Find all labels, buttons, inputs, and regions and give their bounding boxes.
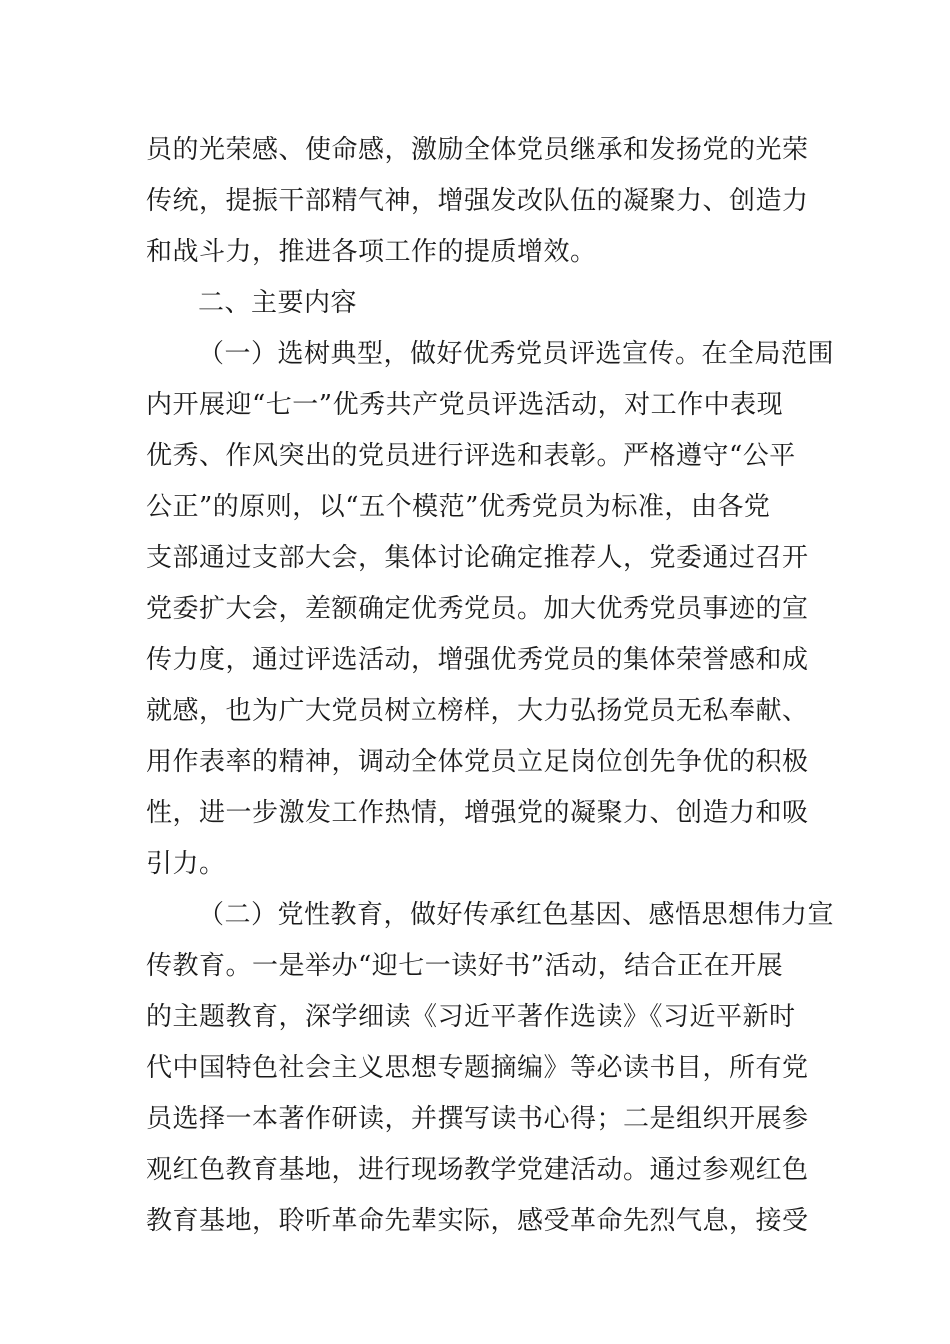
text-line: 观红色教育基地，进行现场教学党建活动。通过参观红色 xyxy=(146,1155,809,1185)
section-heading: 二、主要内容 xyxy=(198,288,358,318)
text-line: 党委扩大会，差额确定优秀党员。加大优秀党员事迹的宣 xyxy=(146,594,809,624)
text-line: 教育基地，聆听革命先辈实际，感受革命先烈气息，接受 xyxy=(146,1206,809,1236)
subsection-heading-1: （一）选树典型，做好优秀党员评选宣传。在全局范围 xyxy=(198,339,835,369)
text-line: 引力。 xyxy=(146,849,226,879)
text-line: 性，进一步激发工作热情，增强党的凝聚力、创造力和吸 xyxy=(146,798,809,828)
text-line: 员的光荣感、使命感，激励全体党员继承和发扬党的光荣 xyxy=(146,135,809,165)
text-line: 传力度，通过评选活动，增强优秀党员的集体荣誉感和成 xyxy=(146,645,809,675)
text-line: 支部通过支部大会，集体讨论确定推荐人，党委通过召开 xyxy=(146,543,809,573)
text-line: 内开展迎“七一”优秀共产党员评选活动，对工作中表现 xyxy=(146,390,784,420)
text-line: 用作表率的精神，调动全体党员立足岗位创先争优的积极 xyxy=(146,747,809,777)
text-line: 就感，也为广大党员树立榜样，大力弘扬党员无私奉献、 xyxy=(146,696,809,726)
text-line: 传统，提振干部精气神，增强发改队伍的凝聚力、创造力 xyxy=(146,186,809,216)
text-line: 的主题教育，深学细读《习近平著作选读》《习近平新时 xyxy=(146,1002,796,1032)
text-line: 传教育。一是举办“迎七一读好书”活动，结合正在开展 xyxy=(146,951,784,981)
text-line: 员选择一本著作研读，并撰写读书心得；二是组织开展参 xyxy=(146,1104,809,1134)
subsection-heading-2: （二）党性教育，做好传承红色基因、感悟思想伟力宣 xyxy=(198,900,835,930)
text-line: 优秀、作风突出的党员进行评选和表彰。严格遵守“公平 xyxy=(146,441,796,471)
text-line: 代中国特色社会主义思想专题摘编》等必读书目，所有党 xyxy=(146,1053,809,1083)
text-line: 和战斗力，推进各项工作的提质增效。 xyxy=(146,237,597,267)
text-line: 公正”的原则，以“五个模范”优秀党员为标准，由各党 xyxy=(146,492,771,522)
